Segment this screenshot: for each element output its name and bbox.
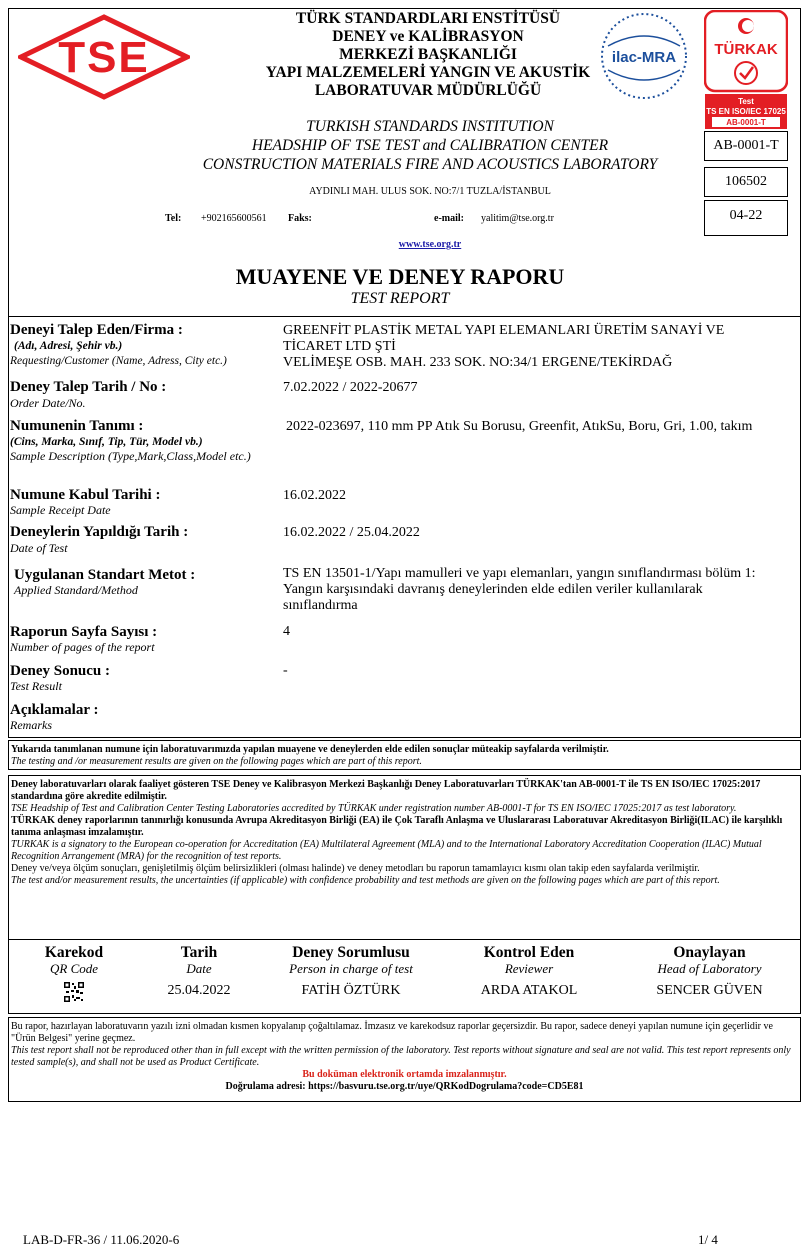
ilac-logo-text: ilac-MRA xyxy=(611,49,677,66)
receipt-label: Numune Kabul Tarihi : xyxy=(10,487,161,503)
result-label: Deney Sonucu : xyxy=(10,663,111,679)
report-title: MUAYENE VE DENEY RAPORU xyxy=(235,264,565,289)
standard-label: Uygulanan Standart Metot : xyxy=(14,567,196,583)
pages-sub: Number of pages of the report xyxy=(10,640,155,654)
requester-value-line: VELİMEŞE OSB. MAH. 233 SOK. NO:34/1 ERGENE/TEKİRDAĞ xyxy=(283,355,673,370)
ilac-mra-logo xyxy=(598,10,690,102)
tester-heading: Deney Sorumlusu xyxy=(292,944,410,961)
reviewer-name: ARDA ATAKOL xyxy=(480,983,578,998)
acc-p2-en: TURKAK is a signatory to the European co-operation for Accreditation (EA) Multilateral Agreement (MLA) and to the International Laboratory Accreditation Cooperation (ILAC) Mutual Recognition Arrangement (MRA) for the recognition of test reports. xyxy=(11,839,762,862)
pages-label: Raporun Sayfa Sayısı : xyxy=(10,624,158,640)
order-label: Deney Talep Tarih / No : xyxy=(10,379,167,395)
signature-qr xyxy=(9,944,139,1002)
header-tr-line: YAPI MALZEMELERİ YANGIN VE AKUSTİK xyxy=(265,64,591,81)
standard-value-line: TS EN 13501-1/Yapı mamulleri ve yapı elemanları, yangın sınıflandırması bölüm 1: xyxy=(283,566,756,581)
disclaimer-block xyxy=(8,1017,801,1102)
requester-value xyxy=(283,323,793,371)
standard-sub: Applied Standard/Method xyxy=(14,583,138,597)
turkak-logo-text: TÜRKAK xyxy=(714,41,778,58)
signature-approver xyxy=(642,944,777,1000)
signature-tester xyxy=(276,944,426,1000)
sample-sub-bold: (Cins, Marka, Sınıf, Tip, Tür, Model vb.) xyxy=(10,436,203,448)
date-value: 25.04.2022 xyxy=(167,983,231,998)
address: AYDINLI MAH. ULUS SOK. NO:7/1 TUZLA/İSTANBUL xyxy=(309,186,551,197)
tse-logo-text: TSE xyxy=(58,33,150,82)
standard-value-line: Yangın karşısındaki davranış deneylerinden elde edilen veriler kullanılarak xyxy=(283,582,703,597)
header-en-block xyxy=(180,117,680,174)
header-tr-line: MERKEZİ BAŞKANLIĞI xyxy=(339,46,517,63)
test-date-value: 16.02.2022 / 25.04.2022 xyxy=(283,525,420,540)
turkak-logo xyxy=(704,10,788,130)
results-notice xyxy=(8,740,801,770)
date-code-box: 04-22 xyxy=(704,200,788,236)
pages-value: 4 xyxy=(283,624,290,639)
remarks-sub: Remarks xyxy=(10,718,52,732)
acc-p2-tr: TÜRKAK deney raporlarının tanınırlığı konusunda Avrupa Akreditasyon Birliği (EA) ile Çok Taraflı Anlaşma ve Uluslararası Laboratuvar Akreditasyon Birliği(ILAC) ile karşılıklı tanıma anlaşması imzalamıştır. xyxy=(11,815,783,838)
receipt-value: 16.02.2022 xyxy=(283,488,346,503)
tester-name: FATİH ÖZTÜRK xyxy=(301,983,401,998)
tel-value: +902165600561 xyxy=(201,213,267,224)
requester-label: Deneyi Talep Eden/Firma : xyxy=(10,322,183,338)
qr-code[interactable] xyxy=(64,982,84,1002)
signature-reviewer xyxy=(464,944,594,1000)
disclaimer-tr: Bu rapor, hazırlayan laboratuvarın yazılı izni olmadan kısmen kopyalanıp çoğaltılamaz. İmzasız ve karekodsuz raporlar geçersizdir. Bu rapor, sadece deneyi yapılan numune için geçerlidir ve "Ürün Belgesi" yerine geçmez. xyxy=(11,1021,773,1044)
turkak-badge-line: Test xyxy=(738,97,754,106)
verification-url[interactable]: Doğrulama adresi: https://basvuru.tse.org.tr/uye/QRKodDogrulama?code=CD5E81 xyxy=(225,1081,584,1092)
fax-label: Faks: xyxy=(288,213,312,224)
header-tr-line: LABORATUVAR MÜDÜRLÜĞÜ xyxy=(314,82,542,99)
approver-name: SENCER GÜVEN xyxy=(656,983,763,998)
report-subtitle: TEST REPORT xyxy=(350,290,450,307)
qr-subheading: QR Code xyxy=(49,961,99,976)
website-link[interactable]: www.tse.org.tr xyxy=(398,239,462,250)
results-notice-tr: Yukarıda tanımlanan numune için laboratuvarımızda yapılan muayene ve deneylerden elde edilen sonuçlar müteakip sayfalarda verilmiştir. xyxy=(11,744,609,755)
requester-sub: Requesting/Customer (Name, Adress, City etc.) xyxy=(10,355,227,367)
header-en-line: CONSTRUCTION MATERIALS FIRE AND ACOUSTICS LABORATORY xyxy=(202,156,658,173)
results-notice-en: The testing and /or measurement results are given on the following pages which are part of this report. xyxy=(11,756,422,767)
reviewer-heading: Kontrol Eden xyxy=(483,944,575,961)
tel-label: Tel: xyxy=(165,213,182,224)
turkak-badge-line: TS EN ISO/IEC 17025 xyxy=(706,107,786,116)
accreditation-notice xyxy=(8,775,801,940)
test-date-sub: Date of Test xyxy=(10,541,68,555)
approver-subheading: Head of Laboratory xyxy=(657,961,762,976)
reviewer-subheading: Reviewer xyxy=(504,961,554,976)
remarks-label: Açıklamalar : xyxy=(10,702,99,718)
disclaimer-en: This test report shall not be reproduced other than in full except with the written permission of the laboratory. Test reports without signature and seal are not valid. This test report represents only tested sample(s), and shall not be used as Product Certificate. xyxy=(11,1045,791,1068)
email-link[interactable]: yalitim@tse.org.tr xyxy=(481,213,554,224)
qr-heading: Karekod xyxy=(44,944,104,961)
requester-value-line: GREENFİT PLASTİK METAL YAPI ELEMANLARI ÜRETİM SANAYİ VE xyxy=(283,323,725,338)
turkak-badge-line: AB-0001-T xyxy=(726,118,766,127)
receipt-sub: Sample Receipt Date xyxy=(10,503,111,517)
requester-value-line: TİCARET LTD ŞTİ xyxy=(283,339,396,354)
requester-sub-bold: (Adı, Adresi, Şehir vb.) xyxy=(14,340,123,352)
form-code: LAB-D-FR-36 / 11.06.2020-6 xyxy=(23,1232,180,1247)
approver-heading: Onaylayan xyxy=(673,944,746,961)
order-sub: Order Date/No. xyxy=(10,396,86,410)
acc-p3-en: The test and/or measurement results, the uncertainties (if applicable) with confidence probability and test methods are given on the following pages which are part of this report. xyxy=(11,875,720,886)
email-label: e-mail: xyxy=(434,213,464,224)
acc-p3-tr: Deney ve/veya ölçüm sonuçları, genişletilmiş ölçüm belirsizlikleri (olması halinde) ve deney metodları bu raporun tamamlayıcı kısmı olan takip eden sayfalarda verilmiştir. xyxy=(11,863,700,874)
header-en-line: HEADSHIP OF TSE TEST and CALIBRATION CENTER xyxy=(251,137,609,154)
date-subheading: Date xyxy=(186,961,212,976)
result-sub: Test Result xyxy=(10,679,62,693)
acc-p1-tr: Deney laboratuvarları olarak faaliyet gösteren TSE Deney ve Kalibrasyon Merkezi Başkanlığı Deney Laboratuvarları TÜRKAK'tan AB-0001-T ile TS EN ISO/IEC 17025:2017 standardına göre akredite edilmiştir. xyxy=(11,779,761,802)
date-heading: Tarih xyxy=(180,944,218,961)
electronic-signature-note: Bu doküman elektronik ortamda imzalanmıştır. xyxy=(302,1069,507,1080)
report-number-box: 106502 xyxy=(704,167,788,197)
sample-label: Numunenin Tanımı : xyxy=(10,418,144,434)
tester-subheading: Person in charge of test xyxy=(289,961,413,976)
acc-p1-en: TSE Headship of Test and Calibration Center Testing Laboratories accredited by TÜRKAK under registration number AB-0001-T for TS EN ISO/IEC 17025:2017 as test laboratory. xyxy=(11,803,737,814)
header-tr-line: TÜRK STANDARDLARI ENSTİTÜSÜ xyxy=(295,10,561,27)
sample-value: 2022-023697, 110 mm PP Atık Su Borusu, Greenfit, AtıkSu, Boru, Gri, 1.00, takım xyxy=(286,419,753,434)
test-date-label: Deneylerin Yapıldığı Tarih : xyxy=(10,524,189,540)
signature-date xyxy=(134,944,264,1000)
header-tr-line: DENEY ve KALİBRASYON xyxy=(332,28,524,45)
standard-value xyxy=(283,566,793,614)
header-en-line: TURKISH STANDARDS INSTITUTION xyxy=(306,118,554,135)
page-number: 1/ 4 xyxy=(698,1232,718,1247)
signature-block xyxy=(8,940,801,1014)
result-value: - xyxy=(283,663,288,678)
header-tr-block xyxy=(208,10,648,100)
tse-logo xyxy=(18,14,190,100)
order-value: 7.02.2022 / 2022-20677 xyxy=(283,380,418,395)
header-divider xyxy=(8,316,801,317)
sample-sub: Sample Description (Type,Mark,Class,Model etc.) xyxy=(10,449,251,463)
accreditation-number-box: AB-0001-T xyxy=(704,131,788,161)
standard-value-line: sınıflandırma xyxy=(283,598,358,613)
